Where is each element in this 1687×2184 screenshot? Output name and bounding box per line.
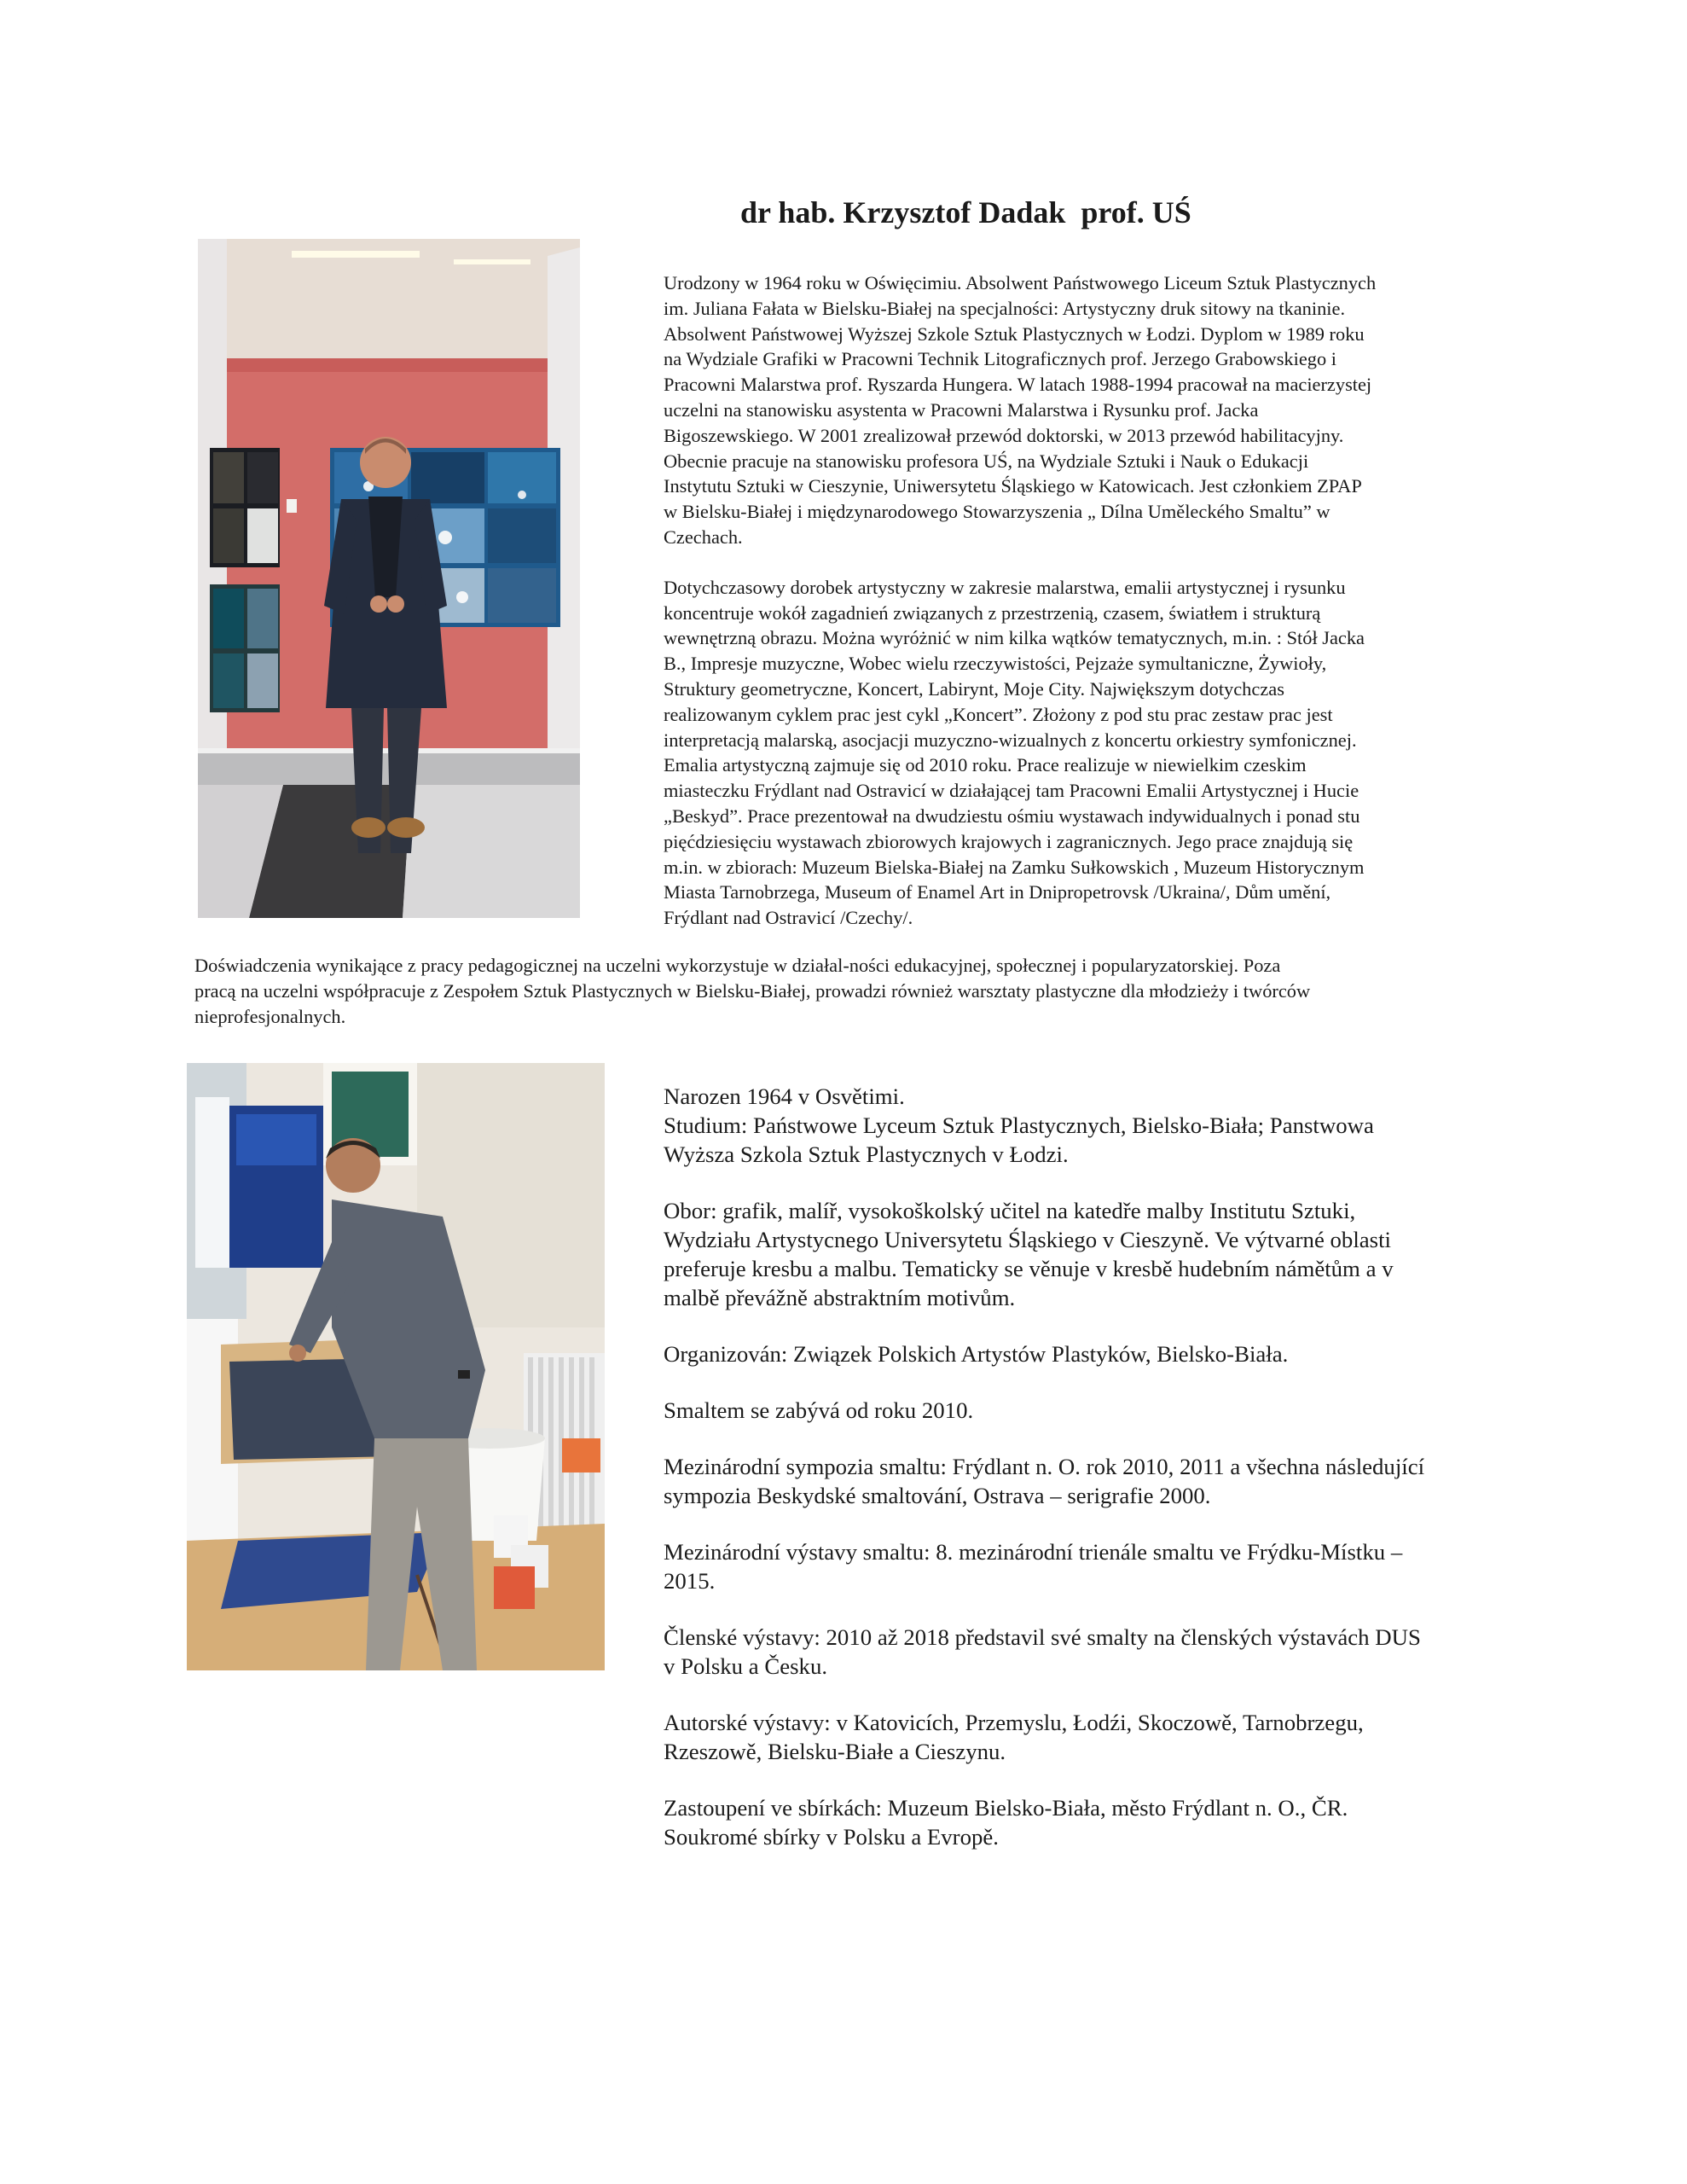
text-line: Soukromé sbírky v Polsku a Evropě. bbox=[664, 1824, 999, 1850]
text-line: Organizován: Związek Polskich Artystów Plastyków, Bielsko-Biała. bbox=[664, 1341, 1289, 1367]
text-line: im. Juliana Fałata w Bielsku-Białej na specjalności: Artystyczny druk sitowy na tkaninie. bbox=[664, 297, 1346, 319]
text-line: koncentruje wokół zagadnień związanych z przestrzenią, czasem, światłem i strukturą bbox=[664, 601, 1321, 624]
bio-cz-paragraph-5 bbox=[664, 1452, 1508, 1510]
text-line: sympozia Beskydské smaltování, Ostrava – serigrafie 2000. bbox=[664, 1483, 1211, 1508]
bio-cz-paragraph-2 bbox=[664, 1196, 1508, 1312]
text-line: Obor: grafik, malíř, vysokoškolský učitel na katedře malby Institutu Sztuki, bbox=[664, 1198, 1356, 1223]
text-line: nieprofesjonalnych. bbox=[194, 1005, 346, 1027]
text-line: na Wydziale Grafiki w Pracowni Technik Litograficznych prof. Jerzego Grabowskiego i bbox=[664, 348, 1336, 370]
text-line: Urodzony w 1964 roku w Oświęcimiu. Absolwent Państwowego Liceum Sztuk Plastycznych bbox=[664, 272, 1377, 293]
text-line: Instytutu Sztuki w Cieszynie, Uniwersytetu Śląskiego w Katowicach. Jest członkiem ZPAP bbox=[664, 475, 1362, 497]
text-line: Doświadczenia wynikające z pracy pedagogicznej na uczelni wykorzystuje w działal-ności edukacyjnej, społecznej i popularyzatorskiej. Poza bbox=[194, 955, 1281, 976]
text-line: interpretacją malarską, asocjacji muzyczno-wizualnych z koncertu orkiestry symfonicznej. bbox=[664, 729, 1357, 751]
text-line: Frýdlant nad Ostravicí /Czechy/. bbox=[664, 907, 913, 929]
text-line: malbě převážně abstraktním motivům. bbox=[664, 1285, 1016, 1310]
text-line: miasteczku Frýdlant nad Ostravicí w działającej tam Pracowni Emalii Artystycznej i Hucie bbox=[664, 780, 1359, 802]
artist-studio-photo bbox=[187, 1063, 605, 1670]
text-line: pięćdziesięciu wystawach zbiorowych krajowych i zagranicznych. Jego prace znajdują się bbox=[664, 830, 1354, 852]
text-line: Struktury geometryczne, Koncert, Labirynt, Moje City. Największym dotychczas bbox=[664, 677, 1284, 700]
bio-cz-paragraph-3 bbox=[664, 1339, 1508, 1368]
text-line: Autorské výstavy: v Katovicích, Przemyslu, Łodźi, Skoczowě, Tarnobrzegu, bbox=[664, 1710, 1364, 1735]
bio-cz-paragraph-4 bbox=[664, 1396, 1508, 1425]
text-line: wewnętrzną obrazu. Można wyróżnić w nim kilka wątków tematycznych, m.in. : Stół Jacka bbox=[664, 627, 1365, 649]
text-line: Wyższa Szkola Sztuk Plastycznych v Łodzi. bbox=[664, 1141, 1069, 1167]
text-line: Wydziału Artystycnego Universytetu Śląskiego v Cieszyně. Ve výtvarné oblasti bbox=[664, 1227, 1391, 1252]
bio-pl-paragraph-1 bbox=[664, 270, 1510, 550]
text-line: Mezinárodní výstavy smaltu: 8. mezinárodní trienále smaltu ve Frýdku-Místku – bbox=[664, 1539, 1403, 1565]
text-line: B., Impresje muzyczne, Wobec wielu rzeczywistości, Pejzaże symultaniczne, Żywioły, bbox=[664, 653, 1327, 675]
text-line: w Bielsku-Białej i międzynarodowego Stowarzyszenia „ Dílna Uměleckého Smaltu” w bbox=[664, 501, 1330, 523]
text-line: Emalia artystyczną zajmuje się od 2010 roku. Prace realizuje w niewielkim czeskim bbox=[664, 754, 1307, 776]
artist-working-at-studio-table-photo-icon bbox=[187, 1063, 605, 1670]
text-line: 2015. bbox=[664, 1568, 716, 1594]
text-line: Studium: Państwowe Lyceum Sztuk Plastycznych, Bielsko-Biała; Panstwowa bbox=[664, 1112, 1374, 1138]
text-line: „Beskyd”. Prace prezentował na dwudziestu ośmiu wystawach indywidualnych i ponad stu bbox=[664, 804, 1360, 827]
text-line: Mezinárodní sympozia smaltu: Frýdlant n. O. rok 2010, 2011 a všechna následující bbox=[664, 1454, 1425, 1479]
bio-cz-paragraph-7 bbox=[664, 1623, 1508, 1681]
artist-standing-in-gallery-photo-icon bbox=[198, 239, 580, 918]
artist-gallery-photo bbox=[198, 239, 580, 918]
page-title: dr hab. Krzysztof Dadak prof. UŚ bbox=[740, 195, 1191, 229]
text-line: Bigoszewskiego. W 2001 zrealizował przewód doktorski, w 2013 przewód habilitacyjny. bbox=[664, 424, 1344, 446]
text-line: v Polsku a Česku. bbox=[664, 1653, 828, 1679]
text-line: Miasta Tarnobrzega, Museum of Enamel Art in Dnipropetrovsk /Ukraina/, Dům umění, bbox=[664, 881, 1331, 903]
bio-cz-paragraph-1 bbox=[664, 1082, 1508, 1169]
text-line: Czechach. bbox=[664, 526, 743, 548]
text-line: Rzeszowě, Bielsku-Białe a Cieszynu. bbox=[664, 1739, 1006, 1764]
text-line: Absolwent Państwowej Wyższej Szkole Sztuk Plastycznych w Łodzi. Dyplom w 1989 roku bbox=[664, 322, 1365, 345]
bio-pl-paragraph-3 bbox=[194, 953, 1508, 1029]
text-line: Narozen 1964 v Osvětimi. bbox=[664, 1083, 905, 1109]
bio-pl-paragraph-2 bbox=[664, 575, 1510, 931]
text-line: m.in. w zbiorach: Muzeum Bielska-Białej na Zamku Sułkowskich , Muzeum Historycznym bbox=[664, 856, 1365, 878]
text-line: Smaltem se zabývá od roku 2010. bbox=[664, 1397, 974, 1423]
bio-czech bbox=[664, 1082, 1508, 1851]
text-line: preferuje kresbu a malbu. Tematicky se věnuje v kresbě hudebním námětům a v bbox=[664, 1256, 1394, 1281]
bio-cz-paragraph-9 bbox=[664, 1793, 1508, 1851]
text-line: Obecnie pracuje na stanowisku profesora UŚ, na Wydziale Sztuki i Nauk o Edukacji bbox=[664, 450, 1309, 472]
text-line: uczelni na stanowisku asystenta w Pracowni Malarstwa i Rysunku prof. Jacka bbox=[664, 398, 1259, 421]
text-line: realizowanym cyklem prac jest cykl „Koncert”. Złożony z pod stu prac zestaw prac jest bbox=[664, 703, 1333, 725]
bio-cz-paragraph-8 bbox=[664, 1708, 1508, 1766]
text-line: pracą na uczelni współpracuje z Zespołem Sztuk Plastycznych w Bielsku-Białej, prowadzi również warsztaty plastyczne dla młodzieży i twórców bbox=[194, 979, 1311, 1002]
bio-polish bbox=[664, 270, 1510, 931]
text-line: Členské výstavy: 2010 až 2018 představil své smalty na členských výstavách DUS bbox=[664, 1624, 1421, 1650]
text-line: Pracowni Malarstwa prof. Ryszarda Hungera. W latach 1988-1994 pracował na macierzystej bbox=[664, 374, 1372, 396]
text-line: Zastoupení ve sbírkách: Muzeum Bielsko-Biała, město Frýdlant n. O., ČR. bbox=[664, 1795, 1348, 1821]
bio-cz-paragraph-6 bbox=[664, 1537, 1508, 1595]
text-line: Dotychczasowy dorobek artystyczny w zakresie malarstwa, emalii artystycznej i rysunku bbox=[664, 576, 1346, 598]
